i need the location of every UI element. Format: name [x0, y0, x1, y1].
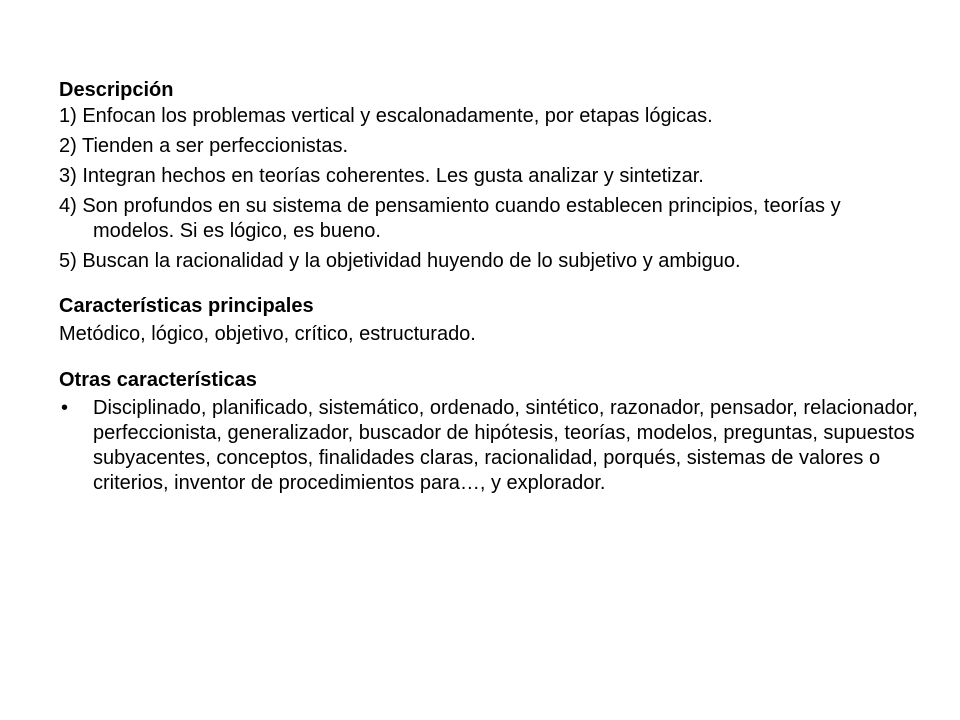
- descripcion-item-3: 3) Integran hechos en teorías coherentes. Les gusta analizar y sintetizar.: [59, 165, 704, 187]
- caracteristicas-section: [59, 292, 919, 348]
- descripcion-heading: Descripción: [59, 79, 174, 101]
- otras-section: [59, 366, 919, 496]
- bullet-icon: •: [61, 397, 69, 419]
- otras-heading: Otras características: [59, 369, 257, 391]
- otras-bullet-item: [59, 396, 919, 496]
- descripcion-item-1: 1) Enfocan los problemas vertical y escalonadamente, por etapas lógicas.: [59, 105, 713, 127]
- descripcion-item-2: 2) Tienden a ser perfeccionistas.: [59, 135, 349, 157]
- descripcion-item-5: 5) Buscan la racionalidad y la objetividad huyendo de lo subjetivo y ambiguo.: [59, 250, 741, 272]
- caracteristicas-heading: Características principales: [59, 295, 314, 317]
- descripcion-item-4: 4) Son profundos en su sistema de pensamiento cuando establecen principios, teorías y modelos. Si es lógico, es bueno.: [59, 195, 841, 242]
- slide-content: [59, 76, 919, 514]
- otras-text: Disciplinado, planificado, sistemático, ordenado, sintético, razonador, pensador, relacionador, perfeccionista, generalizador, buscador de hipótesis, teorías, modelos, preguntas, supuestos subyacentes, conceptos, finalidades claras, racionalidad, porqués, sistemas de valores o criterios, inventor de procedimientos para…, y explorador.: [93, 397, 918, 494]
- descripcion-section: [59, 76, 919, 274]
- caracteristicas-text: Metódico, lógico, objetivo, crítico, estructurado.: [59, 323, 476, 345]
